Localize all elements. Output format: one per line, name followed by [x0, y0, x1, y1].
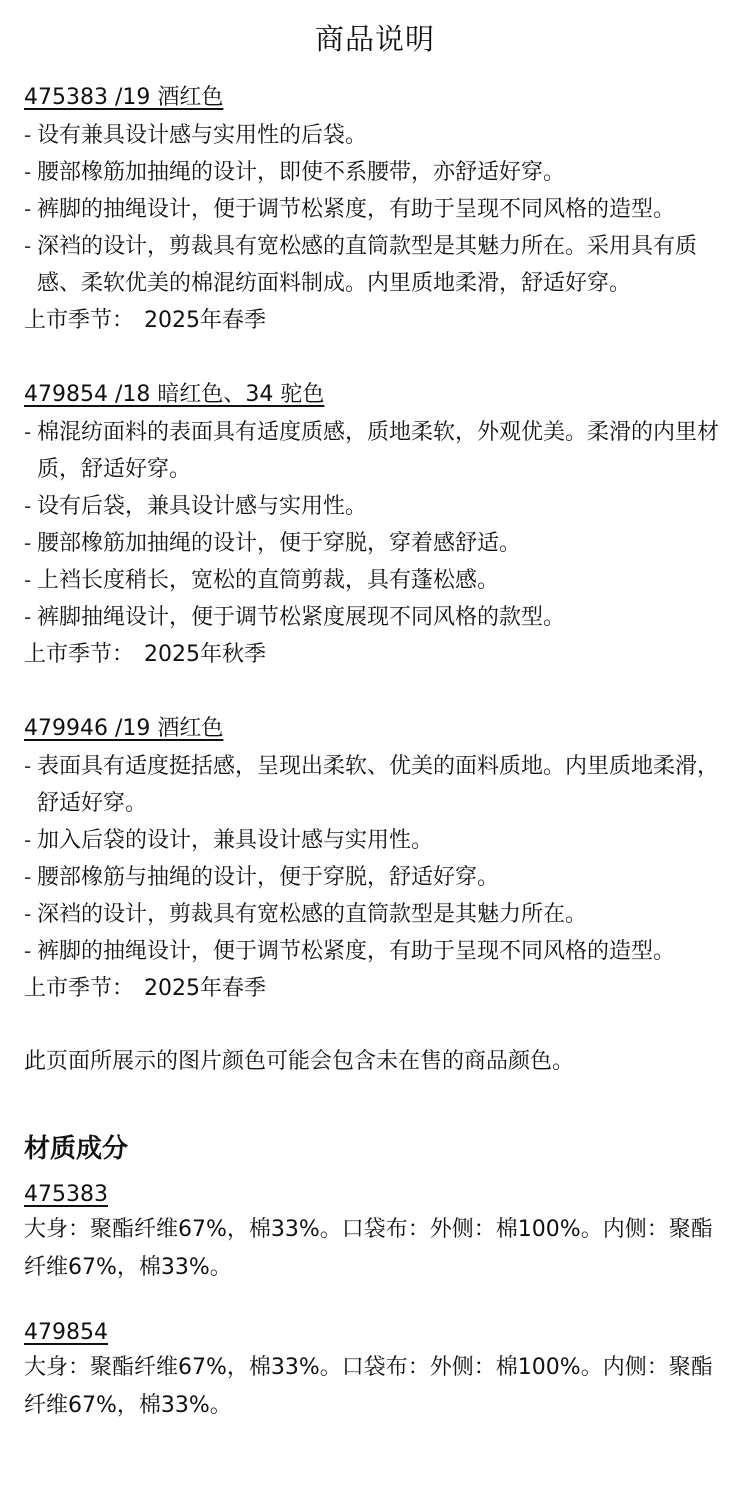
dash-icon: -	[24, 939, 32, 963]
material-code-link[interactable]: 475383	[24, 1182, 108, 1207]
feature-text: 设有后袋，兼具设计感与实用性。	[37, 494, 368, 519]
feature-item	[24, 191, 726, 228]
product-list	[24, 78, 726, 1007]
dash-icon: -	[24, 865, 32, 889]
feature-item	[24, 414, 726, 488]
feature-item	[24, 525, 726, 562]
material-composition: 大身：聚酯纤维67%，棉33%。口袋布：外侧：棉100%。内侧：聚酯纤维67%，棉33%。	[24, 1355, 713, 1418]
dash-icon: -	[24, 160, 32, 184]
color-notice: 此页面所展示的图片颜色可能会包含未在售的商品颜色。	[24, 1049, 575, 1074]
material-composition: 大身：聚酯纤维67%，棉33%。口袋布：外侧：棉100%。内侧：聚酯纤维67%，棉33%。	[24, 1217, 713, 1280]
feature-text: 表面具有适度挺括感，呈现出柔软、优美的面料质地。内里质地柔滑，舒适好穿。	[37, 754, 720, 816]
feature-list	[24, 748, 726, 970]
feature-item	[24, 859, 726, 896]
release-season	[24, 970, 726, 1007]
feature-item	[24, 154, 726, 191]
feature-item	[24, 228, 726, 302]
feature-text: 裤脚抽绳设计，便于调节松紧度展现不同风格的款型。	[37, 605, 566, 630]
dash-icon: -	[24, 902, 32, 926]
feature-text: 上裆长度稍长，宽松的直筒剪裁，具有蓬松感。	[37, 568, 500, 593]
feature-item	[24, 488, 726, 525]
dash-icon: -	[24, 754, 32, 778]
product-code-link[interactable]: 475383 /19 酒红色	[24, 85, 224, 110]
season-value: 2025年春季	[144, 308, 267, 333]
product-code-link[interactable]: 479946 /19 酒红色	[24, 716, 224, 741]
season-label: 上市季节：	[24, 308, 135, 333]
dash-icon: -	[24, 234, 32, 258]
dash-icon: -	[24, 531, 32, 555]
feature-item	[24, 117, 726, 154]
dash-icon: -	[24, 568, 32, 592]
dash-icon: -	[24, 420, 32, 444]
feature-text: 深裆的设计，剪裁具有宽松感的直筒款型是其魅力所在。采用具有质感、柔软优美的棉混纺面料制成。内里质地柔滑，舒适好穿。	[37, 234, 698, 296]
feature-text: 加入后袋的设计，兼具设计感与实用性。	[37, 828, 434, 853]
material-code-link[interactable]: 479854	[24, 1320, 108, 1345]
product-block	[24, 375, 726, 673]
product-code-link[interactable]: 479854 /18 暗红色、34 驼色	[24, 382, 325, 407]
season-label: 上市季节：	[24, 642, 135, 667]
product-block	[24, 78, 726, 339]
feature-text: 腰部橡筋与抽绳的设计，便于穿脱，舒适好穿。	[37, 865, 500, 890]
feature-item	[24, 933, 726, 970]
material-block	[24, 1179, 726, 1287]
feature-item	[24, 822, 726, 859]
feature-text: 腰部橡筋加抽绳的设计，便于穿脱，穿着感舒适。	[37, 531, 522, 556]
feature-list	[24, 117, 726, 302]
season-label: 上市季节：	[24, 976, 135, 1001]
product-block	[24, 709, 726, 1007]
feature-text: 裤脚的抽绳设计，便于调节松紧度，有助于呈现不同风格的造型。	[37, 939, 676, 964]
release-season	[24, 302, 726, 339]
dash-icon: -	[24, 197, 32, 221]
dash-icon: -	[24, 494, 32, 518]
release-season	[24, 636, 726, 673]
season-value: 2025年春季	[144, 976, 267, 1001]
materials-heading: 材质成分	[24, 1134, 129, 1164]
dash-icon: -	[24, 828, 32, 852]
feature-item	[24, 896, 726, 933]
feature-text: 棉混纺面料的表面具有适度质感，质地柔软，外观优美。柔滑的内里材质，舒适好穿。	[37, 420, 720, 482]
feature-text: 设有兼具设计感与实用性的后袋。	[37, 123, 368, 148]
feature-text: 裤脚的抽绳设计，便于调节松紧度，有助于呈现不同风格的造型。	[37, 197, 676, 222]
dash-icon: -	[24, 605, 32, 629]
season-value: 2025年秋季	[144, 642, 267, 667]
feature-text: 深裆的设计，剪裁具有宽松感的直筒款型是其魅力所在。	[37, 902, 588, 927]
feature-item	[24, 748, 726, 822]
page-title: 商品说明	[314, 22, 435, 56]
feature-item	[24, 562, 726, 599]
feature-list	[24, 414, 726, 636]
feature-text: 腰部橡筋加抽绳的设计，即使不系腰带，亦舒适好穿。	[37, 160, 566, 185]
feature-item	[24, 599, 726, 636]
dash-icon: -	[24, 123, 32, 147]
material-block	[24, 1317, 726, 1425]
